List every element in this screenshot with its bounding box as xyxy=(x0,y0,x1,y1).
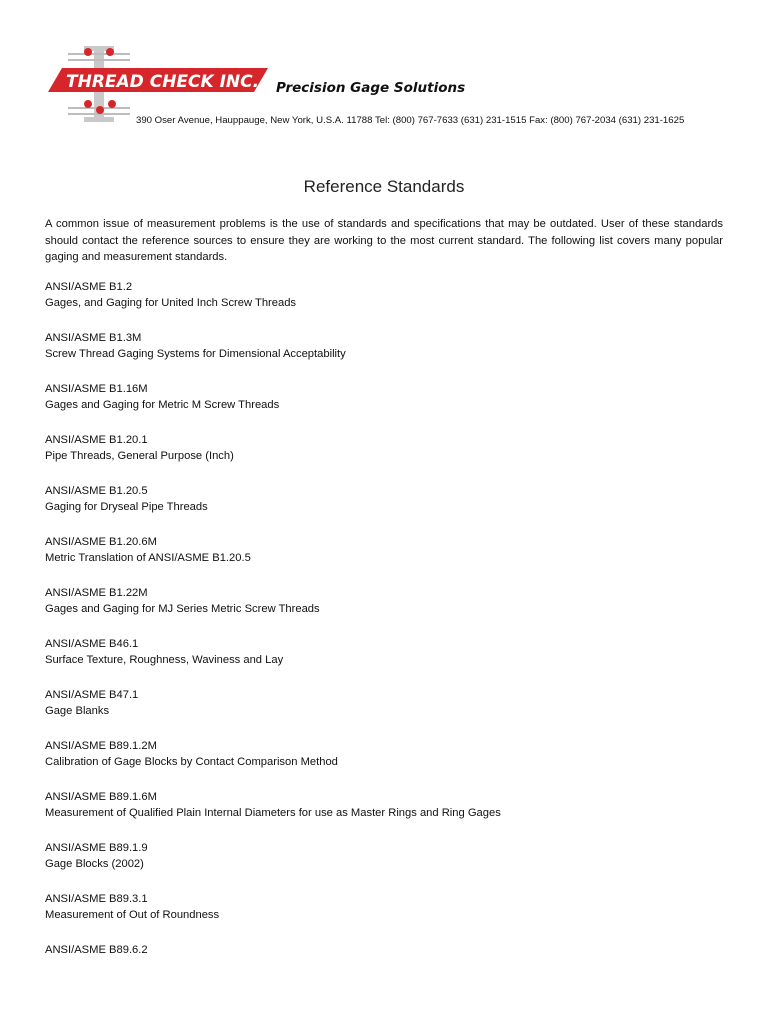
standard-description: Metric Translation of ANSI/ASME B1.20.5 xyxy=(45,552,251,564)
standard-description: Measurement of Qualified Plain Internal Diameters for use as Master Rings and Ring Gages xyxy=(45,807,501,819)
list-item xyxy=(45,483,725,534)
list-item xyxy=(45,789,725,840)
standards-list xyxy=(45,279,725,993)
page-title: Reference Standards xyxy=(303,177,465,196)
list-item xyxy=(45,942,725,993)
standard-description: Screw Thread Gaging Systems for Dimensional Acceptability xyxy=(45,348,346,360)
list-item xyxy=(45,687,725,738)
standard-code: ANSI/ASME B1.2 xyxy=(45,281,133,293)
standard-code: ANSI/ASME B1.16M xyxy=(45,383,148,395)
standard-description: Gaging for Dryseal Pipe Threads xyxy=(45,501,208,513)
standard-description: Surface Texture, Roughness, Waviness and Lay xyxy=(45,654,284,666)
list-item xyxy=(45,840,725,891)
standard-description: Pipe Threads, General Purpose (Inch) xyxy=(45,450,234,462)
intro-paragraph: A common issue of measurement problems is the use of standards and specifications that may be outdated. User of these standards should contact the reference sources to ensure they are working to the most current standard. The following list covers many popular gaging and measurement standards. xyxy=(45,218,723,264)
standard-code: ANSI/ASME B46.1 xyxy=(45,638,139,650)
standard-code: ANSI/ASME B89.6.2 xyxy=(45,944,148,956)
list-item xyxy=(45,534,725,585)
standard-description: Measurement of Out of Roundness xyxy=(45,909,220,921)
standard-code: ANSI/ASME B1.20.1 xyxy=(45,434,148,446)
company-address: 390 Oser Avenue, Hauppauge, New York, U.S.A. 11788 Tel: (800) 767-7633 (631) 231-1515 Fax: (800) 767-2034 (631) 231-1625 xyxy=(136,115,685,126)
list-item xyxy=(45,432,725,483)
standard-code: ANSI/ASME B89.1.6M xyxy=(45,791,157,803)
standard-code: ANSI/ASME B1.20.6M xyxy=(45,536,157,548)
standard-description: Gages, and Gaging for United Inch Screw Threads xyxy=(45,297,297,309)
standard-code: ANSI/ASME B1.3M xyxy=(45,332,142,344)
page-header xyxy=(0,0,768,140)
svg-text:THREAD CHECK INC.: THREAD CHECK INC. xyxy=(66,72,260,92)
list-item xyxy=(45,738,725,789)
list-item xyxy=(45,585,725,636)
list-item xyxy=(45,636,725,687)
list-item xyxy=(45,381,725,432)
list-item xyxy=(45,279,725,330)
standard-description: Gages and Gaging for MJ Series Metric Screw Threads xyxy=(45,603,320,615)
standard-description: Calibration of Gage Blocks by Contact Comparison Method xyxy=(45,756,338,768)
standard-code: ANSI/ASME B47.1 xyxy=(45,689,139,701)
standard-code: ANSI/ASME B89.1.9 xyxy=(45,842,148,854)
thread-check-logo xyxy=(48,44,268,124)
standard-code: ANSI/ASME B1.20.5 xyxy=(45,485,148,497)
standard-code: ANSI/ASME B1.22M xyxy=(45,587,148,599)
standard-description: Gages and Gaging for Metric M Screw Threads xyxy=(45,399,280,411)
list-item xyxy=(45,891,725,942)
list-item xyxy=(45,330,725,381)
tagline: Precision Gage Solutions xyxy=(276,80,466,96)
standard-code: ANSI/ASME B89.3.1 xyxy=(45,893,148,905)
standard-description: Gage Blanks xyxy=(45,705,110,717)
standard-code: ANSI/ASME B89.1.2M xyxy=(45,740,157,752)
standard-description: Gage Blocks (2002) xyxy=(45,858,144,870)
